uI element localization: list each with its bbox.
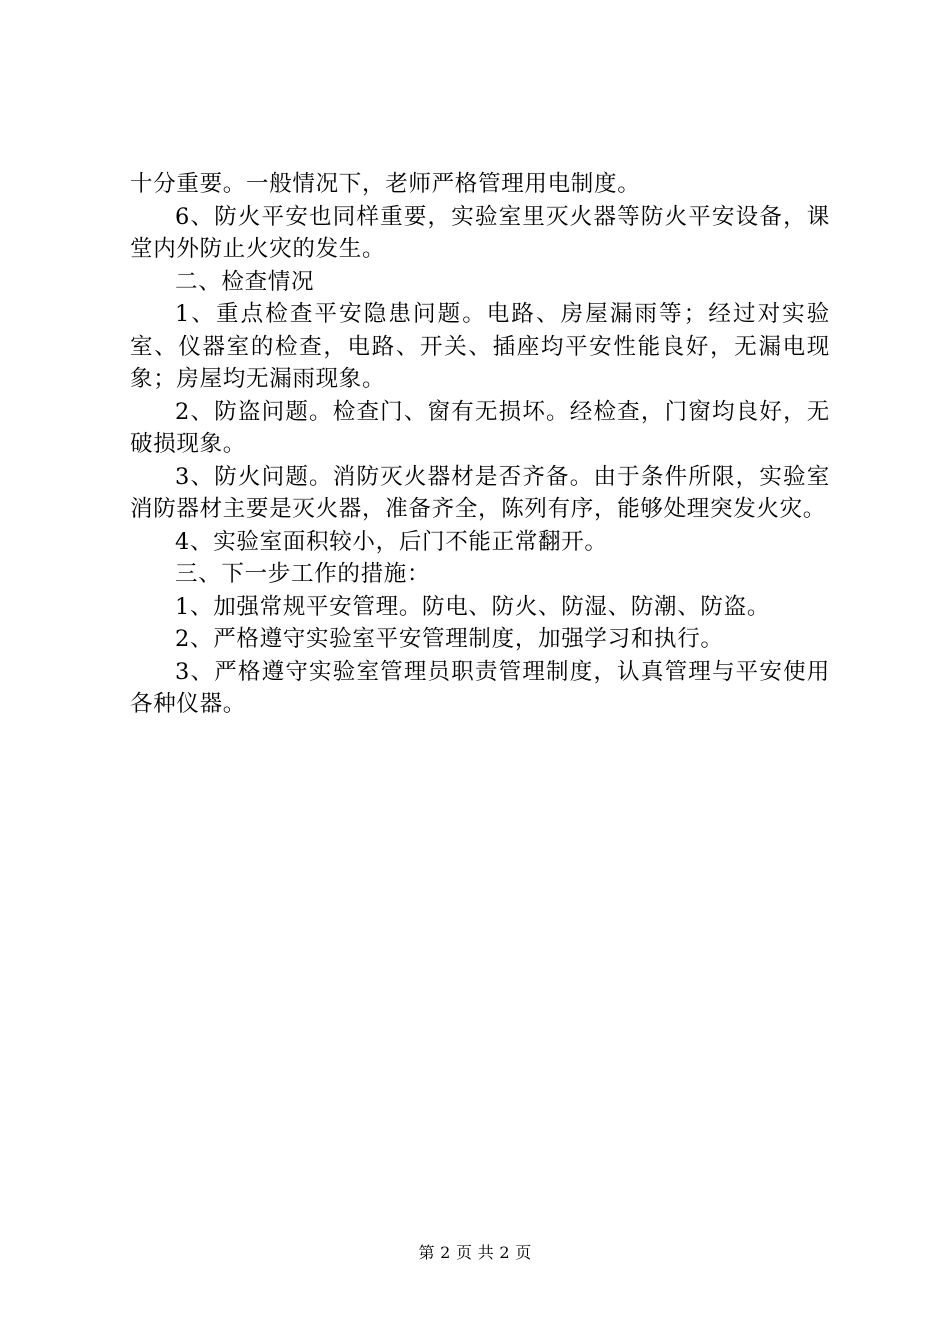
paragraph-next-step-2: 2、严格遵守实验室平安管理制度，加强学习和执行。 — [175, 626, 724, 652]
page-number-footer: 第 2 页 共 2 页 — [418, 1243, 532, 1262]
section-heading-inspection: 二、检查情况 — [175, 268, 315, 295]
paragraph-inspection-4: 4、实验室面积较小，后门不能正常翻开。 — [175, 528, 608, 555]
document-body — [130, 168, 830, 721]
paragraph-next-step-1: 1、加强常规平安管理。防电、防火、防湿、防潮、防盗。 — [175, 593, 771, 620]
paragraph-inspection-3: 3、防火问题。消防灭火器材是否齐备。由于条件所限，实验室消防器材主要是灭火器，准备齐全，陈列有序，能够处理突发火灾。 — [130, 463, 830, 522]
paragraph-continuation: 十分重要。一般情况下，老师严格管理用电制度。 — [130, 171, 641, 197]
paragraph-inspection-1: 1、重点检查平安隐患问题。电路、房屋漏雨等；经过对实验室、仪器室的检查，电路、开关、插座均平安性能良好，无漏电现象；房屋均无漏雨现象。 — [130, 301, 830, 392]
paragraph-inspection-2: 2、防盗问题。检查门、窗有无损坏。经检查，门窗均良好，无破损现象。 — [130, 398, 830, 457]
section-heading-next-steps: 三、下一步工作的措施： — [175, 561, 431, 587]
paragraph-next-step-3: 3、严格遵守实验室管理员职责管理制度，认真管理与平安使用各种仪器。 — [130, 658, 830, 717]
paragraph-item-6-fire-safety: 6、防火平安也同样重要，实验室里灭火器等防火平安设备，课堂内外防止火灾的发生。 — [130, 203, 830, 262]
